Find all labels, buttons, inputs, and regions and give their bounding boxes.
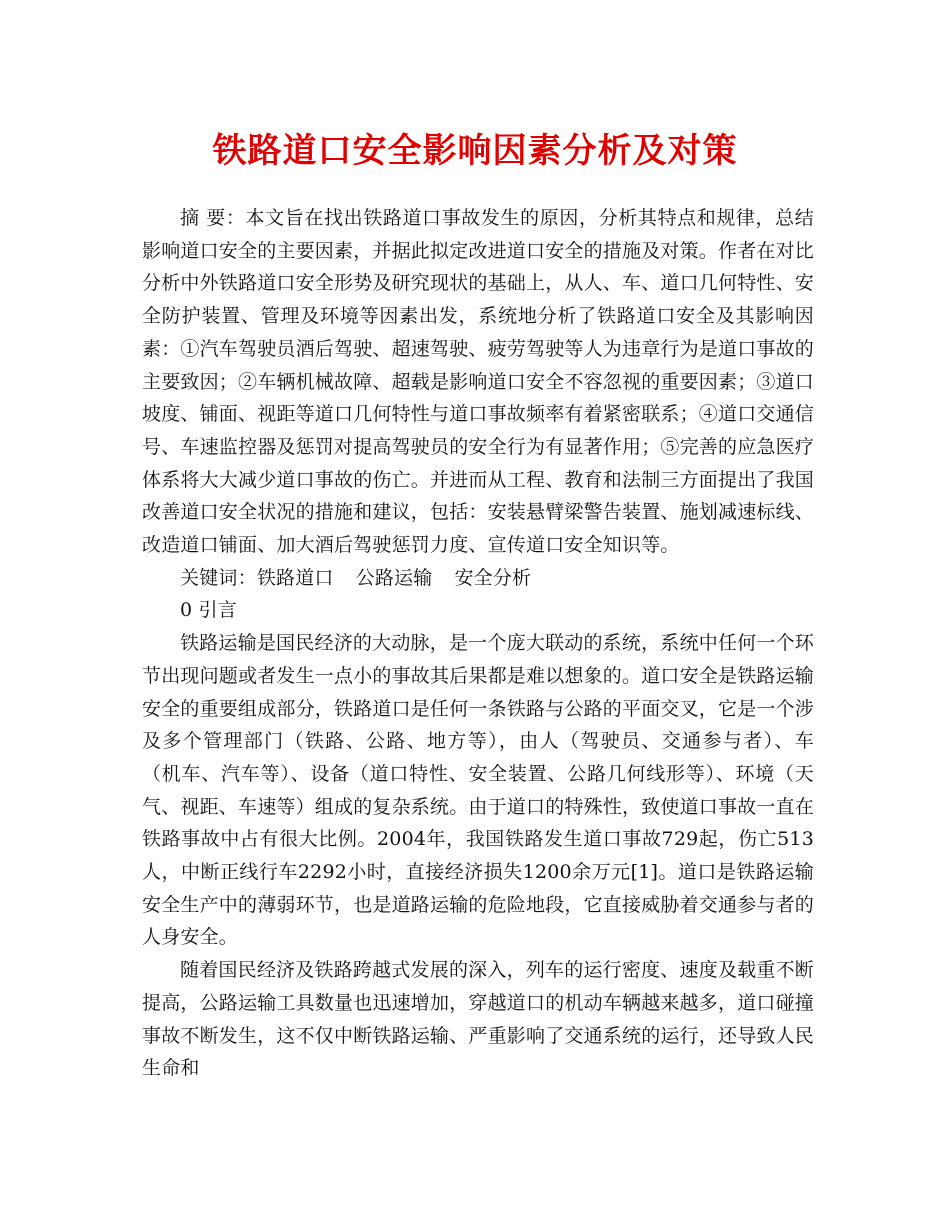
body-paragraph: 随着国民经济及铁路跨越式发展的深入，列车的运行密度、速度及载重不断提高，公路运输工具数量也迅速增加，穿越道口的机动车辆越来越多，道口碰撞事故不断发生，这不仅中断铁路运输、严重影响了交通系统的运行，还导致人民生命和 [142,959,815,1080]
keyword: 铁路道口 [256,566,334,589]
section-heading: 0 引言 [180,599,237,622]
keyword: 安全分析 [454,566,532,589]
document-title: 铁路道口安全影响因素分析及对策 [212,131,738,171]
keyword: 公路运输 [355,566,433,589]
body-paragraph: 铁路运输是国民经济的大动脉，是一个庞大联动的系统，系统中任何一个环节出现问题或者发生一点小的事故其后果都是难以想象的。道口安全是铁路运输安全的重要组成部分，铁路道口是任何一条铁路与公路的平面交叉，它是一个涉及多个管理部门（铁路、公路、地方等），由人（驾驶员、交通参与者）、车（机车、汽车等）、设备（道口特性、安全装置、公路几何线形等）、环境（天气、视距、车速等）组成的复杂系统。由于道口的特殊性，致使道口事故一直在铁路事故中占有很大比例。2004年，我国铁路发生道口事故729起，伤亡513人，中断正线行车2292小时，直接经济损失1200余万元[1]。道口是铁路运输安全生产中的薄弱环节，也是道路运输的危险地段，它直接威胁着交通参与者的人身安全。 [142,632,815,949]
document-body [142,202,814,1085]
keywords-line [142,562,814,595]
abstract-paragraph: 摘 要：本文旨在找出铁路道口事故发生的原因，分析其特点和规律，总结影响道口安全的主要因素，并据此拟定改进道口安全的措施及对策。作者在对比分析中外铁路道口安全形势及研究现状的基础上，从人、车、道口几何特性、安全防护装置、管理及环境等因素出发，系统地分析了铁路道口安全及其影响因素：①汽车驾驶员酒后驾驶、超速驾驶、疲劳驾驶等人为违章行为是道口事故的主要致因；②车辆机械故障、超载是影响道口安全不容忽视的重要因素；③道口坡度、铺面、视距等道口几何特性与道口事故频率有着紧密联系；④道口交通信号、车速监控器及惩罚对提高驾驶员的安全行为有显著作用；⑤完善的应急医疗体系将大大减少道口事故的伤亡。并进而从工程、教育和法制三方面提出了我国改善道口安全状况的措施和建议，包括：安装悬臂梁警告装置、施划减速标线、改造道口铺面、加大酒后驾驶惩罚力度、宣传道口安全知识等。 [142,207,815,557]
keywords-label: 关键词： [180,566,257,589]
